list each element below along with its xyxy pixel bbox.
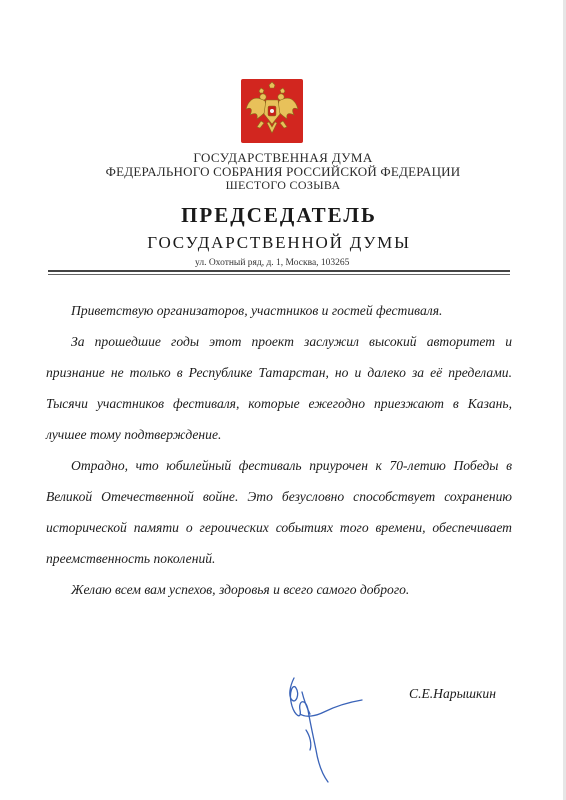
letter-paragraph-greeting: Приветствую организаторов, участников и гостей фестиваля.: [71, 303, 443, 318]
letterhead-title: ПРЕДСЕДАТЕЛЬ: [181, 203, 377, 227]
double-headed-eagle-icon: [241, 79, 303, 143]
org-name-line: ГОСУДАРСТВЕННАЯ ДУМА: [193, 150, 373, 165]
handwritten-signature-icon: [276, 670, 366, 785]
header-rule-thick: [48, 270, 510, 272]
letterhead-subtitle: ГОСУДАРСТВЕННОЙ ДУМЫ: [147, 233, 411, 252]
letter-paragraph-anniversary: Отрадно, что юбилейный фестиваль приурочен к 70-летию Победы в Великой Отечественной войне. Это безусловно способствует сохранению исторической памяти о героических событиях того времени, обеспечивает преемственность поколений.: [46, 458, 512, 566]
letter-body: [46, 295, 512, 605]
convocation-line: ШЕСТОГО СОЗЫВА: [225, 178, 341, 192]
letter-paragraph-wishes: Желаю всем вам успехов, здоровья и всего самого доброго.: [71, 582, 410, 597]
header-rule-thin: [48, 274, 510, 275]
coat-of-arms-emblem: [241, 79, 303, 143]
signatory-name: С.Е.Нарышкин: [409, 686, 496, 701]
letterhead-address: ул. Охотный ряд, д. 1, Москва, 103265: [195, 258, 350, 268]
org-parent-line: ФЕДЕРАЛЬНОГО СОБРАНИЯ РОССИЙСКОЙ ФЕДЕРАЦИИ: [105, 164, 461, 179]
letter-paragraph-project: За прошедшие годы этот проект заслужил высокий авторитет и признание не только в Республике Татарстан, но и далеко за её пределами. Тысячи участников фестиваля, которые ежегодно приезжают в Казань, лучшее тому подтверждение.: [46, 334, 512, 442]
